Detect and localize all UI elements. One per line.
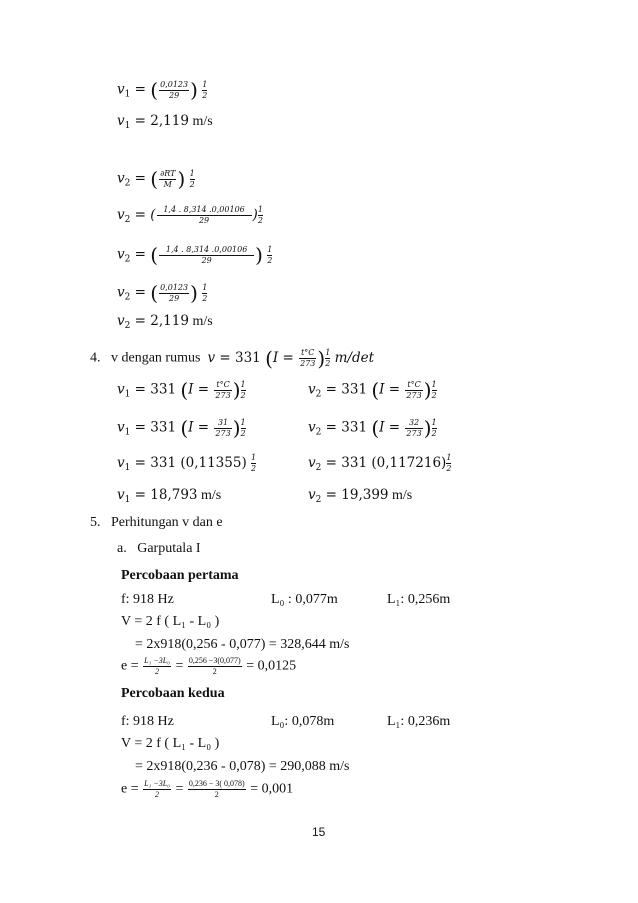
exp2-v-calc: = 2x918(0,236 - 0,078) = 290,088 m/s [135, 759, 350, 774]
item-5a [117, 541, 201, 557]
item-4-number: 4. [90, 350, 101, 366]
item-4: 4. v dengan rumus v = 331 (I = $\frac{t^\circ C}{273}$ ) $\frac{1}{2} m/\det$ [90, 346, 375, 370]
eq-v1-ratio: $v_1$ = ( $\frac{0,0123}{29}$ ) $\frac{1}{2}$ [117, 78, 208, 102]
exp1-L0: L₀ : 0,077m [271, 592, 338, 607]
exp2-e-calc: e = $\frac{\text{L₁ −3L₀}}{2}$ = $\frac{0,236 - 3( 0,078)}{2}$ = 0,001 [121, 779, 294, 799]
eq4-left-result: $v_1 = 18,793$ m/s [117, 487, 222, 505]
item-5a-text: Garputala I [137, 541, 201, 556]
eq4-left-3: $v_1 = 331$ (0,11355) $\frac{1}{2}$ [117, 453, 257, 473]
eq-v2-ratio: $v_2$ = ( $\frac{0,0123}{29}$ ) $\frac{1}{2}$ [117, 281, 208, 305]
eq4-right-1: $v_2 = 331$ (I = $\frac{t^\circ C}{273}$ ) $\frac{1}{2}$ [308, 378, 437, 402]
exp1-frequency: f: 918 Hz [121, 592, 174, 607]
page-number: 15 [312, 825, 326, 839]
eq4-right-2: $v_2 = 331$ (I = $\frac{32}{273}$ ) $\frac{1}{2}$ [308, 416, 437, 440]
eq4-left-2: $v_1 = 331$ (I = $\frac{31}{273}$ ) $\frac{1}{2}$ [117, 416, 246, 440]
eq-v2-subst-2: $v_2$ = ( $\frac{1,4 . 8,314 .0,00106}{29}$ ) $\frac{1}{2}$ [117, 243, 273, 267]
exp2-L0: L₀: 0,078m [271, 714, 335, 729]
eq-v1-result: $v_1 = 2,119$ m/s [117, 113, 213, 131]
item-4-text: v dengan rumus [111, 350, 201, 366]
exp1-L1: L₁: 0,256m [387, 592, 451, 607]
exp1-v-formula: V = 2 f ( L₁ - L₀ ) [121, 614, 220, 629]
exp2-title: Percobaan kedua [121, 686, 225, 701]
exp2-frequency: f: 918 Hz [121, 714, 174, 729]
eq-v2-subst-1: $v_2$ = ( $\frac{1,4 . 8,314 .0,00106}{29}$ ) $\frac{1}{2}$ [117, 205, 263, 225]
exp1-v-calc: = 2x918(0,256 - 0,077) = 328,644 m/s [135, 637, 350, 652]
eq-v2-result: $v_2 = 2,119$ m/s [117, 313, 213, 331]
item-5 [90, 515, 223, 531]
item-5-text: Perhitungan v dan e [111, 515, 223, 530]
eq4-left-1: $v_1 = 331$ (I = $\frac{t^\circ C}{273}$ ) $\frac{1}{2}$ [117, 378, 246, 402]
exp1-e-calc: e = $\frac{\text{L₁ −3L₀}}{2}$ = $\frac{0,256 -3(0,077)}{2}$ = 0,0125 [121, 656, 297, 676]
eq4-right-3: $v_2 = 331$ (0,117216) $\frac{1}{2}$ [308, 453, 452, 473]
eq4-right-result: $v_2 = 19,399$ m/s [308, 487, 413, 505]
exp1-title: Percobaan pertama [121, 568, 239, 583]
item-5-number: 5. [90, 515, 101, 530]
exp2-L1: L₁: 0,236m [387, 714, 451, 729]
eq-v2-general: $v_2$ = ( $\frac{\partial RT}{M}$ ) $\frac{1}{2}$ [117, 167, 195, 191]
item-5a-label: a. [117, 541, 127, 556]
exp2-v-formula: V = 2 f ( L₁ - L₀ ) [121, 736, 220, 751]
